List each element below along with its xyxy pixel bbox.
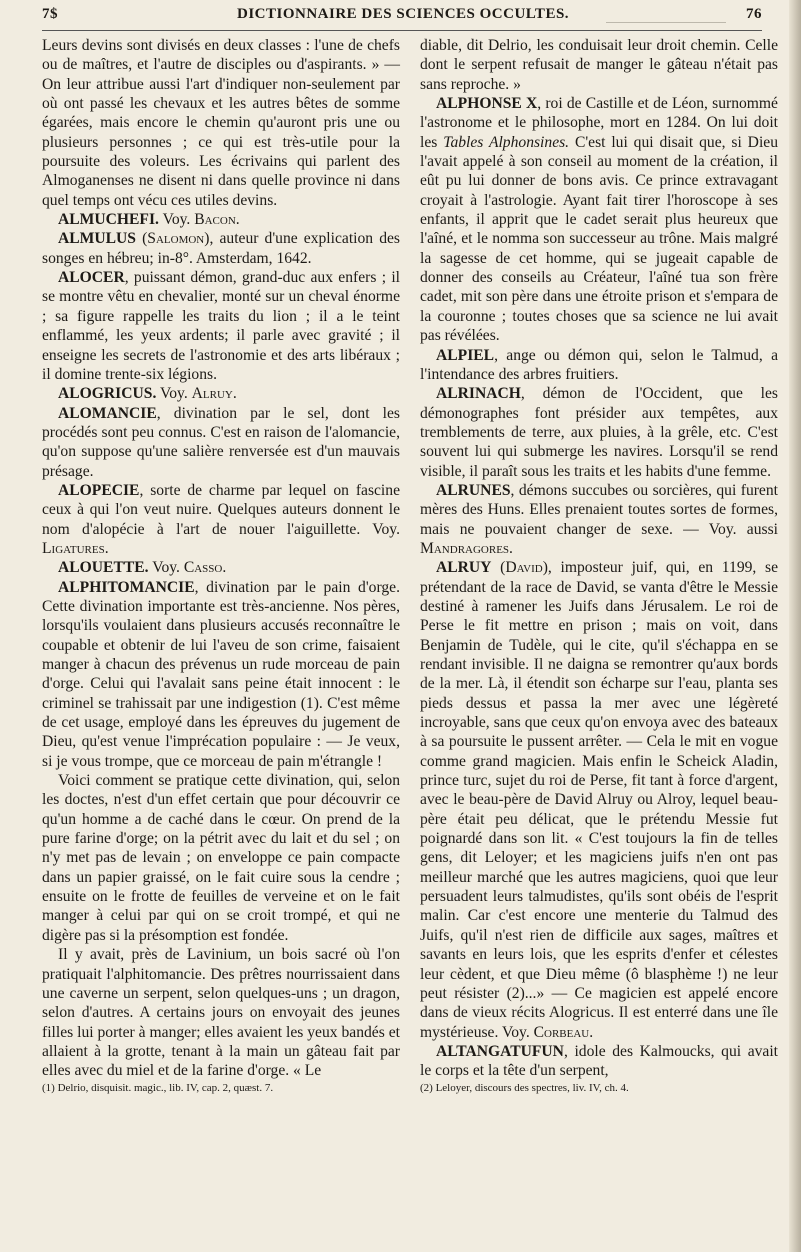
entry-alouette: ALOUETTE. Voy. Casso. [58, 559, 227, 577]
paragraph: Leurs devins sont divisés en deux classes : l'une de chefs ou de maîtres, et l'autre de disciples ou d'aspirants. » — On leur attribue aussi l'art d'indiquer non-seulement par où ont passé les chevaux et les autres bêtes de somme égarées, mais encore le chemin qu'auront pris une ou plusieurs personnes ; ce qui est très-utile pour la poursuite des voleurs. Les écrivains qui parlent des Almoganenses ne disent ni dans quelle province ni dans quel temps ont vécu ces utiles devins. [42, 37, 400, 209]
left-column [42, 36, 400, 1095]
entry-alogricus: ALOGRICUS. Voy. Alruy. [58, 385, 237, 403]
page-number-right: 76 [746, 6, 762, 22]
entry-alpiel: ALPIEL, ange ou démon qui, selon le Talmud, a l'intendance des arbres fruitiers. [420, 346, 778, 383]
entry-altangatufun: ALTANGATUFUN, idole des Kalmoucks, qui avait le corps et la tête d'un serpent, [420, 1042, 778, 1080]
paragraph: diable, dit Delrio, les conduisait leur droit chemin. Celle dont le serpent refusait de manger le gâteau n'était pas sans reproche. » [420, 37, 778, 93]
entry-alocer: ALOCER, puissant démon, grand-duc aux enfers ; il se montre vêtu en chevalier, monté sur un cheval énorme ; sa figure rappelle les traits du lion ; il a le teint enflammé, les yeux ardents; il parle avec gravité ; il enseigne les secrets de l'astronomie et des arts libéraux ; il domine trente-six légions. [42, 269, 400, 383]
entry-alphitomancie: ALPHITOMANCIE, divination par le pain d'orge. Cette divination importante est très-ancienne. Nos pères, lorsqu'ils voulaient dans plusieurs accusés reconnaître le coupable et obtenir de lui l'aveu de son crime, faisaient manger à chacun des prévenus un rude morceau de pain d'orge. Celui qui l'avalait sans peine était innocent : le criminel se trahissait par une indigestion (1). C'est même de cet usage, employé dans les épreuves du jugement de Dieu, qu'est venue l'imprécation populaire : — Je veux, si je vous trompe, que ce morceau de pain m'étrangle ! [42, 578, 400, 770]
page-number-left: 7$ [42, 6, 58, 22]
entry-alrunes: ALRUNES, démons succubes ou sorcières, qui furent mères des Huns. Elles prenaient toutes sortes de formes, mais ne pouvaient changer de sexe. — Voy. aussi Mandragores. [420, 481, 778, 557]
entry-alruy: ALRUY (David), imposteur juif, qui, en 1199, se prétendant de la race de David, se vanta d'être le Messie destiné à ramener les Juifs dans Jérusalem. Le roi de Perse le fit mettre en prison ; mais on voit, dans Benjamin de Tudèle, qui le cite, qu'il s'échappa en se rendant invisible. Il ne daigna se remontrer qu'aux bords de la mer. Là, il étendit son écharpe sur l'eau, planta ses pieds dessus et passa la mer avec une légèreté incroyable, sans que ceux qu'on envoya avec des bateaux à sa poursuite le pussent arrêter. — Cela le mit en vogue comme grand magicien. Mais enfin le Scheick Aladin, prince turc, sujet du roi de Perse, fit tant à force d'argent, avec le beau-père de David Alruy ou Alroy, lequel beau-père était peu délicat, que le prétendu Messie fut poignardé dans son lit. « C'est toujours la fin de telles gens, dit Leloyer; et les magiciens juifs n'en ont pas meilleur marché que les autres magiciens, quoi que leur persuadent leurs talmudistes, qu'ils sont obéis de l'esprit malin. Car c'est encore une menterie du Talmud des Juifs, qu'il n'est rien de difficile aux sages, maîtres et savants en leurs lois, que les esprits d'enfer et célestes leur cèdent, et que Dieu même (ô blasphème !) ne leur peut résister (2)...» — Ce magicien est appelé encore dans de vieux récits Alogricus. Il est enterré dans une île mystérieuse. Voy. Corbeau. [420, 559, 779, 1041]
right-column [420, 36, 778, 1095]
running-title: DICTIONNAIRE DES SCIENCES OCCULTES. [237, 6, 570, 22]
running-header [42, 6, 762, 28]
footnote: (1) Delrio, disquisit. magic., lib. IV, cap. 2, quæst. 7. [42, 1081, 274, 1094]
paragraph: Voici comment se pratique cette divination, qui, selon les doctes, n'est d'un effet certain que pour découvrir ce qu'un homme a de caché dans le cœur. On prend de la pure farine d'orge; on la pétrit avec du lait et du sel ; on n'y met pas de levain ; on enveloppe ce pain compacte dans un papier graissé, on le fait cuire sous la cendre ; ensuite on le frotte de feuilles de verveine et on le fait manger à celui par qui on se croit trompé, et qui ne digère pas si la présomption est fondée. [42, 772, 400, 944]
page-edge-shadow [789, 0, 801, 1252]
footnote: (2) Leloyer, discours des spectres, liv. IV, ch. 4. [420, 1081, 629, 1094]
entry-alopecie: ALOPECIE, sorte de charme par lequel on fascine ceux à qui l'on veut nuire. Quelques auteurs donnent le nom d'alopécie à l'art de nouer l'aiguillette. Voy. Ligatures. [42, 481, 400, 557]
entry-alrinach: ALRINACH, démon de l'Occident, que les démonographes font présider aux tempêtes, aux tremblements de terre, aux pluies, à la grêle, etc. C'est souvent lui qui submerge les navires. Lorsqu'il se rend visible, il paraît sous les traits et les habits d'une femme. [420, 385, 778, 480]
paragraph: Il y avait, près de Lavinium, un bois sacré où l'on pratiquait l'alphitomancie. Des prêtres nourrissaient dans une caverne un serpent, selon quelques-uns ; un dragon, selon d'autres. A certains jours on envoyait des jeunes filles lui porter à manger; elles avaient les yeux bandés et allaient à la grotte, tenant à la main un gâteau fait par elles avec du miel et de la farine d'orge. « Le [42, 946, 400, 1080]
entry-almuchefi: ALMUCHEFI. Voy. Bacon. [58, 211, 240, 229]
entry-alphonse: ALPHONSE X, roi de Castille et de Léon, surnommé l'astronome et le philosophe, mort en 1284. On lui doit les Tables Alphonsines. C'est lui qui disait que, si Dieu l'avait appelé à son conseil au moment de la création, il eût pu lui donner de bons avis. Ce prince extravagant croyait à l'astrologie. Ayant fait tirer l'horoscope à ses enfants, il apprit que le cadet serait plus heureux que l'aîné, et le nomma son successeur au trône. Mais malgré la sagesse de cet homme, qui se jugeait capable de donner des conseils au Créateur, l'aîné tua son frère cadet, mit son père dans une étroite prison et s'empara de la couronne ; toutes choses que sa science ne lui avait pas révélées. [420, 95, 778, 345]
header-rule [42, 30, 762, 31]
entry-alomancie: ALOMANCIE, divination par le sel, dont les procédés sont peu connus. C'est en raison de l'alomancie, qu'on suppose qu'une salière renversée est d'un mauvais présage. [42, 404, 400, 480]
ornament [606, 14, 726, 23]
entry-almulus: ALMULUS (Salomon), auteur d'une explication des songes en hébreu; in-8°. Amsterdam, 1642. [42, 230, 400, 267]
